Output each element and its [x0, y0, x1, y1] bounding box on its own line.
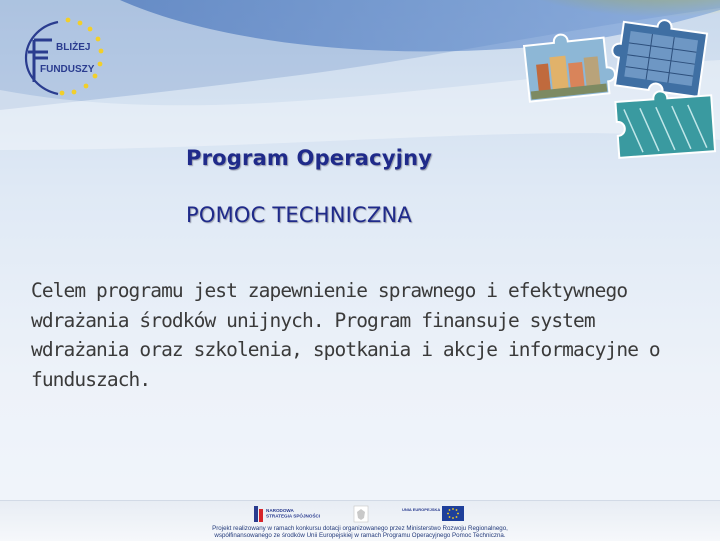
- logo-text-line2: FUNDUSZY: [40, 64, 95, 75]
- disclaimer-line: Projekt realizowany w ramach konkursu dotacji organizowanego przez Ministerstwo Rozwoju Regionalnego,: [212, 525, 508, 532]
- nss-label-line2: STRATEGIA SPÓJNOŚCI: [266, 513, 321, 519]
- nss-label-line1: NARODOWA: [266, 508, 294, 513]
- slide-body: [31, 276, 703, 394]
- footer-disclaimer: [140, 525, 580, 539]
- blizej-funduszy-logo: [18, 14, 118, 100]
- footer-logos: [252, 503, 467, 525]
- body-line: wdrażania oraz szkolenia, spotkania i akcje informacyjne o: [31, 338, 660, 361]
- disclaimer-line: współfinansowanego ze środków Unii Europejskiej w ramach Programu Operacyjnego Pomoc Techniczna.: [214, 532, 506, 540]
- body-line: wdrażania środków unijnych. Program finansuje system: [31, 308, 595, 332]
- eu-flag-logo: [402, 506, 464, 521]
- logo-text-line1: BLIŻEJ: [56, 42, 91, 53]
- eu-label: UNIA EUROPEJSKA: [402, 507, 441, 512]
- nss-logo: [254, 506, 320, 522]
- body-line: Celem programu jest zapewnienie sprawnego i efektywnego: [31, 279, 628, 302]
- puzzle-piece-building: [608, 13, 709, 97]
- puzzle-piece-pool: [615, 88, 715, 158]
- slide-title: Program Operacyjny: [186, 146, 433, 170]
- polish-eagle-emblem: [354, 506, 368, 522]
- puzzle-piece-town: [523, 29, 617, 101]
- body-line: funduszach.: [31, 367, 151, 391]
- slide-subtitle: POMOC TECHNICZNA: [186, 203, 412, 227]
- puzzle-photo-collage: [515, 10, 720, 170]
